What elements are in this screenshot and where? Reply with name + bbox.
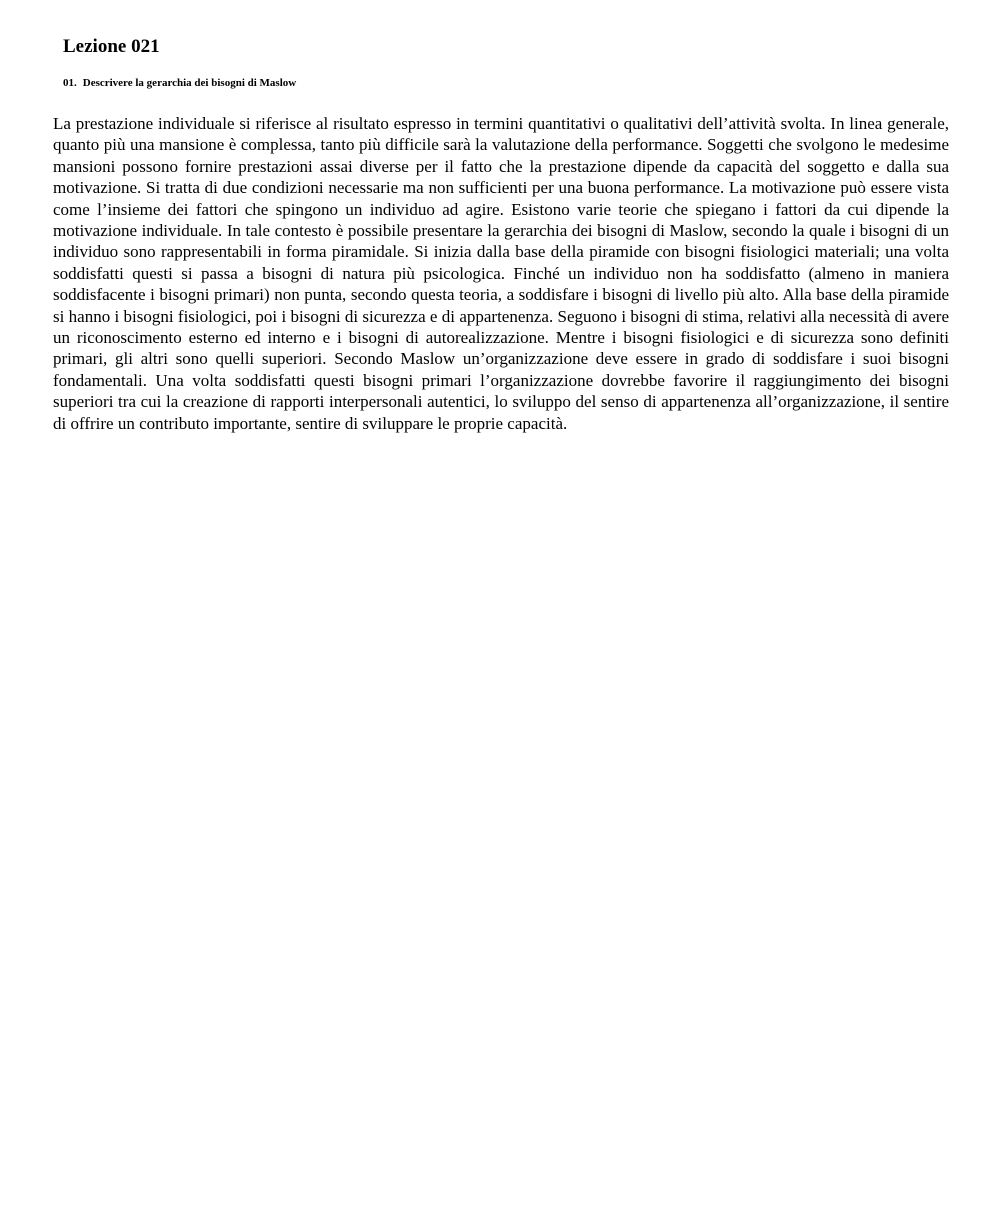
question-heading — [63, 76, 296, 90]
lesson-title: Lezione 021 — [63, 36, 160, 57]
question-number: 01. — [63, 77, 77, 89]
question-text: Descrivere la gerarchia dei bisogni di Maslow — [82, 77, 297, 89]
answer-paragraph: La prestazione individuale si riferisce al risultato espresso in termini quantitativi o qualitativi dell’attività svolta. In linea generale, quanto più una mansione è complessa, tanto più difficile sarà la valutazione della performance. Soggetti che svolgono le medesime mansioni possono fornire prestazioni assai diverse per il fatto che la prestazione dipende da capacità del soggetto e dalla sua motivazione. Si tratta di due condizioni necessarie ma non sufficienti per una buona performance. La motivazione può essere vista come l’insieme dei fattori che spingono un individuo ad agire. Esistono varie teorie che spiegano i fattori da cui dipende la motivazione individuale. In tale contesto è possibile presentare la gerarchia dei bisogni di Maslow, secondo la quale i bisogni di un individuo sono rappresentabili in forma piramidale. Si inizia dalla base della piramide con bisogni fisiologici materiali; una volta soddisfatti questi si passa a bisogni di natura più psicologica. Finché un individuo non ha soddisfatto (almeno in maniera soddisfacente i bisogni primari) non punta, secondo questa teoria, a soddisfare i bisogni di livello più alto. Alla base della piramide si hanno i bisogni fisiologici, poi i bisogni di sicurezza e di appartenenza. Seguono i bisogni di stima, relativi alla necessità di avere un riconoscimento esterno ed interno e i bisogni di autorealizzazione. Mentre i bisogni fisiologici e di sicurezza sono definiti primari, gli altri sono quelli superiori. Secondo Maslow un’organizzazione deve essere in grado di soddisfare i suoi bisogni fondamentali. Una volta soddisfatti questi bisogni primari l’organizzazione dovrebbe favorire il raggiungimento dei bisogni superiori tra cui la creazione di rapporti interpersonali autentici, lo sviluppo del senso di appartenenza all’organizzazione, il sentire di offrire un contributo importante, sentire di sviluppare le proprie capacità. — [53, 114, 949, 433]
